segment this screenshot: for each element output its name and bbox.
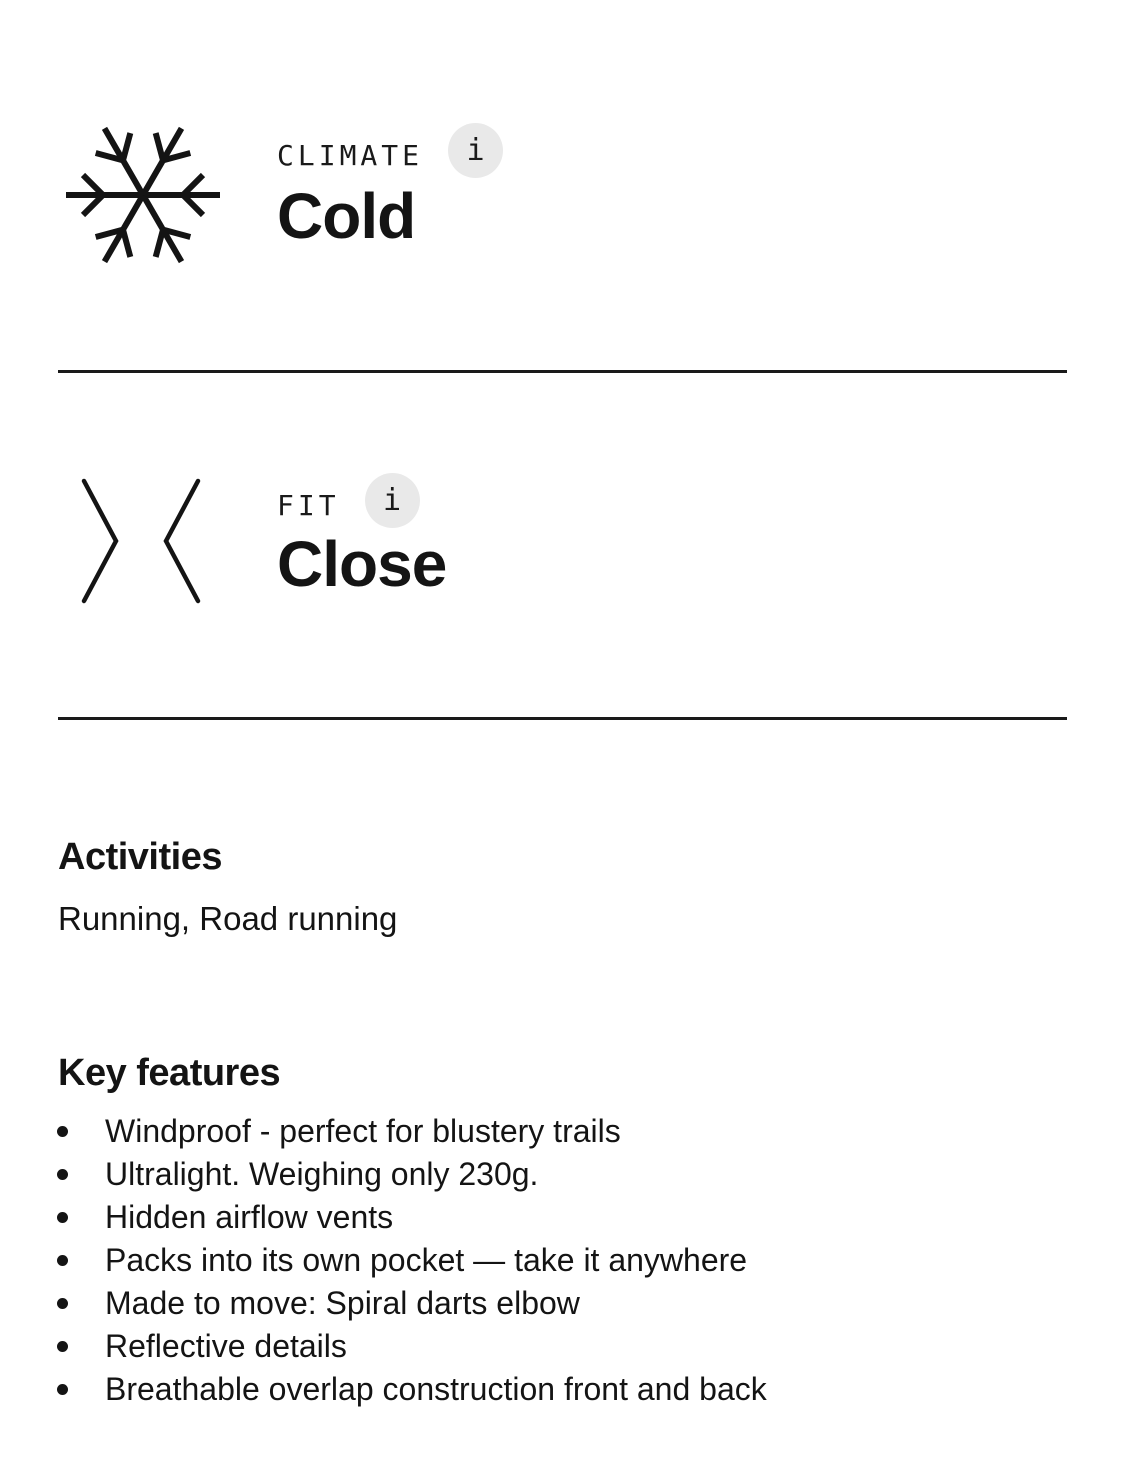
key-features-heading: Key features: [58, 1052, 281, 1094]
fit-label: FIT: [277, 488, 340, 522]
fit-close-icon: [76, 478, 206, 604]
divider: [58, 370, 1067, 373]
info-glyph: i: [383, 482, 402, 518]
climate-label-row: [277, 123, 503, 178]
key-features-list: [56, 1110, 1046, 1411]
info-glyph: i: [466, 132, 485, 168]
feature-item: Reflective details: [56, 1325, 1046, 1368]
feature-item: Made to move: Spiral darts elbow: [56, 1282, 1046, 1325]
activities-heading: Activities: [58, 836, 222, 878]
climate-info-icon[interactable]: [448, 123, 503, 178]
feature-item: Breathable overlap construction front and back: [56, 1368, 1046, 1411]
divider: [58, 717, 1067, 720]
feature-item: Hidden airflow vents: [56, 1196, 1046, 1239]
snowflake-icon: [63, 115, 223, 275]
feature-item: Windproof - perfect for blustery trails: [56, 1110, 1046, 1153]
fit-info-icon[interactable]: [365, 473, 420, 528]
fit-value: Close: [277, 528, 447, 600]
climate-label: CLIMATE: [277, 138, 424, 172]
activities-value: Running, Road running: [58, 900, 398, 937]
climate-value: Cold: [277, 180, 416, 252]
feature-item: Packs into its own pocket — take it anywhere: [56, 1239, 1046, 1282]
feature-item: Ultralight. Weighing only 230g.: [56, 1153, 1046, 1196]
fit-label-row: [277, 473, 420, 528]
